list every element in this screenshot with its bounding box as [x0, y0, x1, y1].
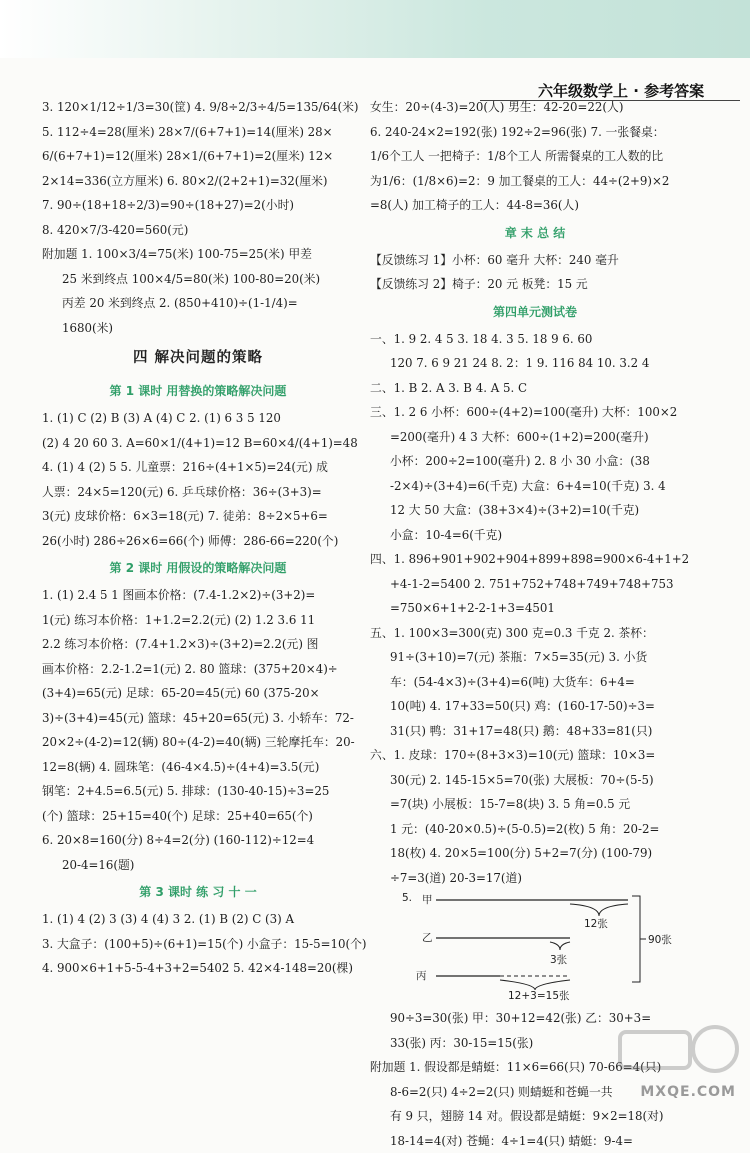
left-column	[42, 95, 354, 981]
header-band	[0, 0, 750, 58]
answer-line: 6. 240-24×2=192(张) 192÷2=96(张) 7. 一张餐桌：	[370, 120, 700, 145]
answer-line: (3+4)=65(元) 足球：65-20=45(元) 60 (375-20×	[42, 681, 354, 706]
watermark-circle	[693, 1027, 737, 1071]
answer-line: 7. 90÷(18+18÷2/3)=90÷(18+27)=2(小时)	[42, 193, 354, 218]
answer-line: 4. 900×6+1+5-5-4+3+2=5402 5. 42×4-148=20(棵)	[42, 956, 354, 981]
watermark-text: MXQE.COM	[640, 1084, 736, 1100]
answer-line: 6. 20×8=160(分) 8÷4=2(分) (160-112)÷12=4	[42, 828, 354, 853]
brace-3	[550, 942, 570, 950]
row-label-jia: 甲	[422, 892, 433, 907]
answer-line: 8-6=2(只) 4÷2=2(只) 则蜻蜓和苍蝇一共	[370, 1080, 700, 1105]
answer-line: 有 9 只，翅膀 14 对。假设都是蜻蜓：9×2=18(对)	[370, 1104, 700, 1129]
answer-line: 钢笔：2+4.5=6.5(元) 5. 排球：(130-40-15)÷3=25	[42, 779, 354, 804]
feedback-line: 【反馈练习 1】小杯：60 毫升 大杯：240 毫升	[370, 248, 700, 273]
brace-3-label: 3张	[550, 952, 567, 967]
answer-line: 20×2÷(4-2)=12(辆) 80÷(4-2)=40(辆) 三轮摩托车：20-	[42, 730, 354, 755]
answer-line: 女生：20÷(4-3)=20(人) 男生：42-20=22(人)	[370, 95, 700, 120]
answer-line: 12=8(辆) 4. 圆珠笔：(46-4×4.5)÷(4+4)=3.5(元)	[42, 755, 354, 780]
answer-line: 画本价格：2.2-1.2=1(元) 2. 80 篮球：(375+20×4)÷	[42, 657, 354, 682]
brace-12	[570, 904, 628, 916]
lesson2-answers	[42, 583, 354, 877]
answer-line: 1. (1) C (2) B (3) A (4) C 2. (1) 6 3 5 120	[42, 406, 354, 431]
answer-line: -2×4)÷(3+4)=6(千克) 大盒：6+4=10(千克) 3. 4	[370, 474, 700, 499]
answer-line: 12 大 50 大盒：(38+3×4)÷(3+2)=10(千克)	[370, 498, 700, 523]
answer-line: 91÷(3+10)=7(元) 茶瓶：7×5=35(元) 3. 小货	[370, 645, 700, 670]
brace-bottom-label: 12+3=15张	[508, 988, 570, 1003]
right-top-answers	[370, 95, 700, 218]
lesson2-heading: 第 2 课时 用假设的策略解决问题	[42, 553, 354, 583]
total-label: 90张	[648, 932, 672, 947]
total-bracket	[632, 896, 646, 982]
answer-line: 小杯：200÷2=100(毫升) 2. 8 小 30 小盒：(38	[370, 449, 700, 474]
feedback-answers	[370, 248, 700, 297]
answer-line: 8. 420×7/3-420=560(元)	[42, 218, 354, 243]
answer-line: 1(元) 练习本价格：1+1.2=2.2(元) (2) 1.2 3.6 11	[42, 608, 354, 633]
answer-line: 3(元) 皮球价格：6×3=18(元) 7. 徒弟：8÷2×5+6=	[42, 504, 354, 529]
answer-line: 1. (1) 4 (2) 3 (3) 4 (4) 3 2. (1) B (2) C (3) A	[42, 907, 354, 932]
answer-line: 1 元：(40-20×0.5)÷(5-0.5)=2(枚) 5 角：20-2=	[370, 817, 700, 842]
answer-line: 人票：24×5=120(元) 6. 乒乓球价格：36÷(3+3)=	[42, 480, 354, 505]
answer-line: =200(毫升) 4 3 大杯：600÷(1+2)=200(毫升)	[370, 425, 700, 450]
answer-line: 二、1. B 2. A 3. B 4. A 5. C	[370, 376, 700, 401]
page-header-title: 六年级数学上 · 参考答案	[538, 80, 728, 101]
answer-line: 六、1. 皮球：170÷(8+3×3)=10(元) 篮球：10×3=	[370, 743, 700, 768]
answer-line: =750×6+1+2-2-1+3=4501	[370, 596, 700, 621]
answer-line: 附加题 1. 假设都是蜻蜓：11×6=66(只) 70-66=4(只)	[370, 1055, 700, 1080]
unit-heading: 四 解决问题的策略	[42, 340, 354, 376]
answer-line: 小盒：10-4=6(千克)	[370, 523, 700, 548]
answer-line: 2.2 练习本价格：(7.4+1.2×3)÷(3+2)=2.2(元) 图	[42, 632, 354, 657]
right-column	[370, 95, 700, 1153]
feedback-line: 【反馈练习 2】椅子：20 元 板凳：15 元	[370, 272, 700, 297]
answer-line: 33(张) 丙：30-15=15(张)	[370, 1031, 700, 1056]
row-label-yi: 乙	[422, 930, 433, 945]
answer-line: 18-14=4(对) 苍蝇：4÷1=4(只) 蜻蜓：9-4=	[370, 1129, 700, 1153]
answer-line: 四、1. 896+901+902+904+899+898=900×6-4+1+2	[370, 547, 700, 572]
answer-line: 10(吨) 4. 17+33=50(只) 鸡：(160-17-50)÷3=	[370, 694, 700, 719]
answer-line: 附加题 1. 100×3/4=75(米) 100-75=25(米) 甲差	[42, 242, 354, 267]
answer-line: (个) 篮球：25+15=40(个) 足球：25+40=65(个)	[42, 804, 354, 829]
lesson3-heading: 第 3 课时 练 习 十 一	[42, 877, 354, 907]
lesson1-heading: 第 1 课时 用替换的策略解决问题	[42, 376, 354, 406]
answer-line: 5. 112÷4=28(厘米) 28×7/(6+7+1)=14(厘米) 28×	[42, 120, 354, 145]
answer-line: =7(块) 小展板：15-7=8(块) 3. 5 角=0.5 元	[370, 792, 700, 817]
row-label-bing: 丙	[416, 968, 427, 983]
brace-12-label: 12张	[584, 916, 608, 931]
diagram-lines	[370, 892, 690, 1002]
answer-line: 为1/6：(1/8×6)=2：9 加工餐桌的工人：44÷(2+9)×2	[370, 169, 700, 194]
answer-line: 18(枚) 4. 20×5=100(分) 5+2=7(分) (100-79)	[370, 841, 700, 866]
lesson1-answers	[42, 406, 354, 553]
answer-line: 五、1. 100×3=300(克) 300 克=0.3 千克 2. 茶杯：	[370, 621, 700, 646]
answer-line: 4. (1) 4 (2) 5 5. 儿童票：216÷(4+1×5)=24(元) 成	[42, 455, 354, 480]
answer-line: 三、1. 2 6 小杯：600÷(4+2)=100(毫升) 大杯：100×2	[370, 400, 700, 425]
answer-line: 90÷3=30(张) 甲：30+12=42(张) 乙：30+3=	[370, 1006, 700, 1031]
answer-line: ÷7=3(道) 20-3=17(道)	[370, 866, 700, 891]
answer-line: (2) 4 20 60 3. A=60×1/(4+1)=12 B=60×4/(4+1)=48	[42, 431, 354, 456]
answer-line: =8(人) 加工椅子的工人：44-8=36(人)	[370, 193, 700, 218]
left-top-answers	[42, 95, 354, 340]
answer-line: 车：(54-4×3)÷(3+4)=6(吨) 大货车：6+4=	[370, 670, 700, 695]
answer-line: 3. 大盒子：(100+5)÷(6+1)=15(个) 小盒子：15-5=10(个)	[42, 932, 354, 957]
chapter-summary-heading: 章 末 总 结	[370, 218, 700, 248]
answer-line: 3. 120×1/12÷1/3=30(筐) 4. 9/8÷2/3÷4/5=135/64(米)	[42, 95, 354, 120]
answer-line: 26(小时) 286÷26×6=66(个) 师傅：286-66=220(个)	[42, 529, 354, 554]
answer-line: 3)÷(3+4)=45(元) 篮球：45+20=65(元) 3. 小轿车：72-	[42, 706, 354, 731]
answer-line: 丙差 20 米到终点 2. (850+410)÷(1-1/4)=	[42, 291, 354, 316]
unit-test-heading: 第四单元测试卷	[370, 297, 700, 327]
answer-line: 20-4=16(题)	[42, 853, 354, 878]
answer-line: 1680(米)	[42, 316, 354, 341]
segment-diagram	[370, 892, 690, 1002]
lesson3-answers	[42, 907, 354, 981]
answer-line: 31(只) 鸭：31+17=48(只) 鹅：48+33=81(只)	[370, 719, 700, 744]
answer-line: 6/(6+7+1)=12(厘米) 28×1/(6+7+1)=2(厘米) 12×	[42, 144, 354, 169]
answer-line: 30(元) 2. 145-15×5=70(张) 大展板：70÷(5-5)	[370, 768, 700, 793]
answer-line: 120 7. 6 9 21 24 8. 2：1 9. 116 84 10. 3.2 4	[370, 351, 700, 376]
answer-line: 25 米到终点 100×4/5=80(米) 100-80=20(米)	[42, 267, 354, 292]
answer-line: 1/6个工人 一把椅子：1/8个工人 所需餐桌的工人数的比	[370, 144, 700, 169]
answer-line: 一、1. 9 2. 4 5 3. 18 4. 3 5. 18 9 6. 60	[370, 327, 700, 352]
diagram-number-label: 5.	[402, 892, 412, 904]
answer-line: +4-1-2=5400 2. 751+752+748+749+748+753	[370, 572, 700, 597]
watermark-box	[620, 1032, 690, 1068]
answer-line: 1. (1) 2.4 5 1 图画本价格：(7.4-1.2×2)÷(3+2)=	[42, 583, 354, 608]
answer-line: 2×14=336(立方厘米) 6. 80×2/(2+2+1)=32(厘米)	[42, 169, 354, 194]
unit-test-answers	[370, 327, 700, 891]
